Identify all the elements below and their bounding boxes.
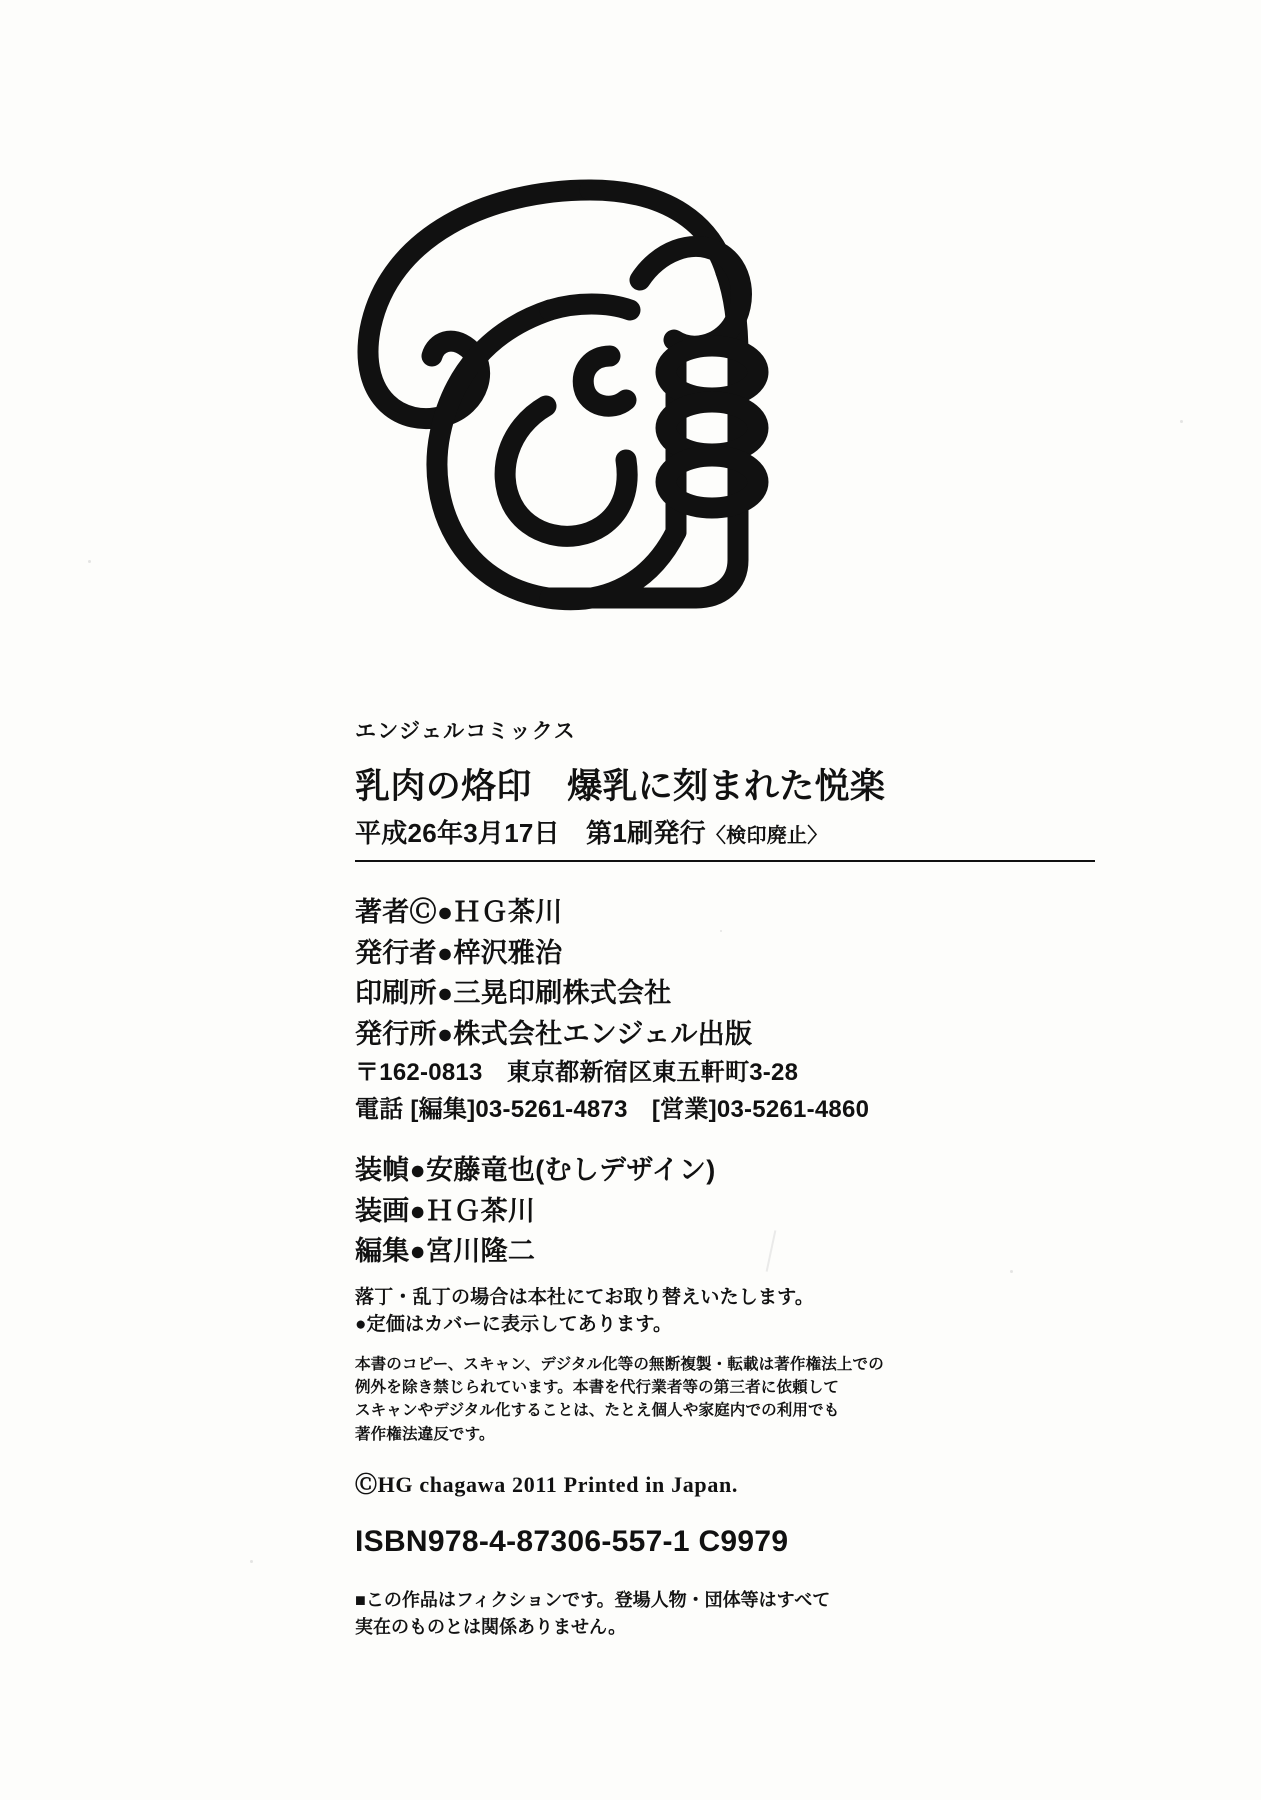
credit-editor (355, 1231, 1095, 1272)
fineprint-line: 本書のコピー、スキャン、デジタル化等の無断複製・転載は著作権法上での (355, 1355, 884, 1373)
credit-role: 著者 (355, 897, 410, 927)
credit-role: 発行者 (355, 937, 437, 968)
credit-mark: ● (436, 1018, 454, 1049)
credit-role: 発行所 (355, 1018, 437, 1049)
publisher-logo (340, 160, 810, 630)
imprint-label: エンジェルコミックス (355, 720, 577, 743)
credit-role: 装幀 (355, 1155, 410, 1186)
credit-name: 株式会社エンジェル出版 (453, 1018, 753, 1049)
credit-cover-art (355, 1191, 1095, 1232)
credit-printer (355, 973, 1095, 1014)
fiction-disclaimer (355, 1587, 1095, 1641)
publication-date (355, 813, 1095, 850)
credit-name: 安藤竜也(むしデザイン) (426, 1155, 716, 1186)
credit-mark: ● (436, 937, 454, 968)
credit-role: 印刷所 (355, 978, 437, 1008)
scan-speck (1180, 420, 1183, 423)
credit-name: 三晃印刷株式会社 (453, 978, 672, 1008)
credit-mark: Ⓒ● (409, 897, 454, 927)
credit-cover-design (355, 1150, 1095, 1191)
credit-mark: ● (409, 1236, 427, 1267)
credit-name: ＨＧ茶川 (453, 897, 563, 927)
credit-role: 編集 (355, 1236, 410, 1267)
publisher-address: 〒162-0813 東京都新宿区東五軒町3-28 (355, 1059, 799, 1086)
publisher-phone: 電話 [編集]03-5261-4873 [営業]03-5261-4860 (355, 1096, 870, 1124)
credit-name: 梓沢雅治 (453, 937, 563, 968)
price-notice: ●定価はカバーに表示してあります。 (355, 1314, 673, 1336)
publication-date-text: 平成26年3月17日 第1刷発行 (355, 818, 706, 848)
publication-date-note: 〈検印廃止〉 (705, 825, 828, 847)
defect-notice: 落丁・乱丁の場合は本社にてお取り替えいたします。 (355, 1286, 815, 1308)
credit-role: 装画 (355, 1195, 410, 1226)
scan-speck (88, 560, 91, 563)
copyright-fineprint (355, 1353, 1095, 1446)
credit-author (355, 892, 1095, 933)
fineprint-line: 著作権法違反です。 (355, 1425, 495, 1443)
fineprint-line: 例外を除き禁じられています。本書を代行業者等の第三者に依頼して (355, 1379, 840, 1397)
book-title: 乳肉の烙印 爆乳に刻まれた悦楽 (355, 767, 886, 806)
copyright-line: ⒸHG chagawa 2011 Printed in Japan. (355, 1471, 739, 1497)
disclaimer-line: ■この作品はフィクションです。登場人物・団体等はすべて (355, 1589, 831, 1610)
credit-publisher-person (355, 933, 1095, 974)
staff-list (355, 1150, 1095, 1272)
disclaimer-line: 実在のものとは関係ありません。 (355, 1616, 627, 1637)
scan-speck (250, 1560, 253, 1563)
credit-publishing-house (355, 1014, 1095, 1055)
credit-mark: ● (409, 1195, 427, 1226)
credit-name: 宮川隆二 (426, 1236, 536, 1267)
credit-name: ＨＧ茶川 (426, 1195, 536, 1226)
fineprint-line: スキャンやデジタル化することは、たとえ個人や家庭内での利用でも (355, 1402, 840, 1420)
divider (355, 860, 1095, 862)
credit-mark: ● (436, 978, 454, 1008)
credits-list (355, 892, 1095, 1128)
isbn-code: ISBN978-4-87306-557-1 C9979 (355, 1524, 789, 1558)
colophon-block (355, 715, 1095, 1641)
credit-mark: ● (409, 1155, 427, 1186)
